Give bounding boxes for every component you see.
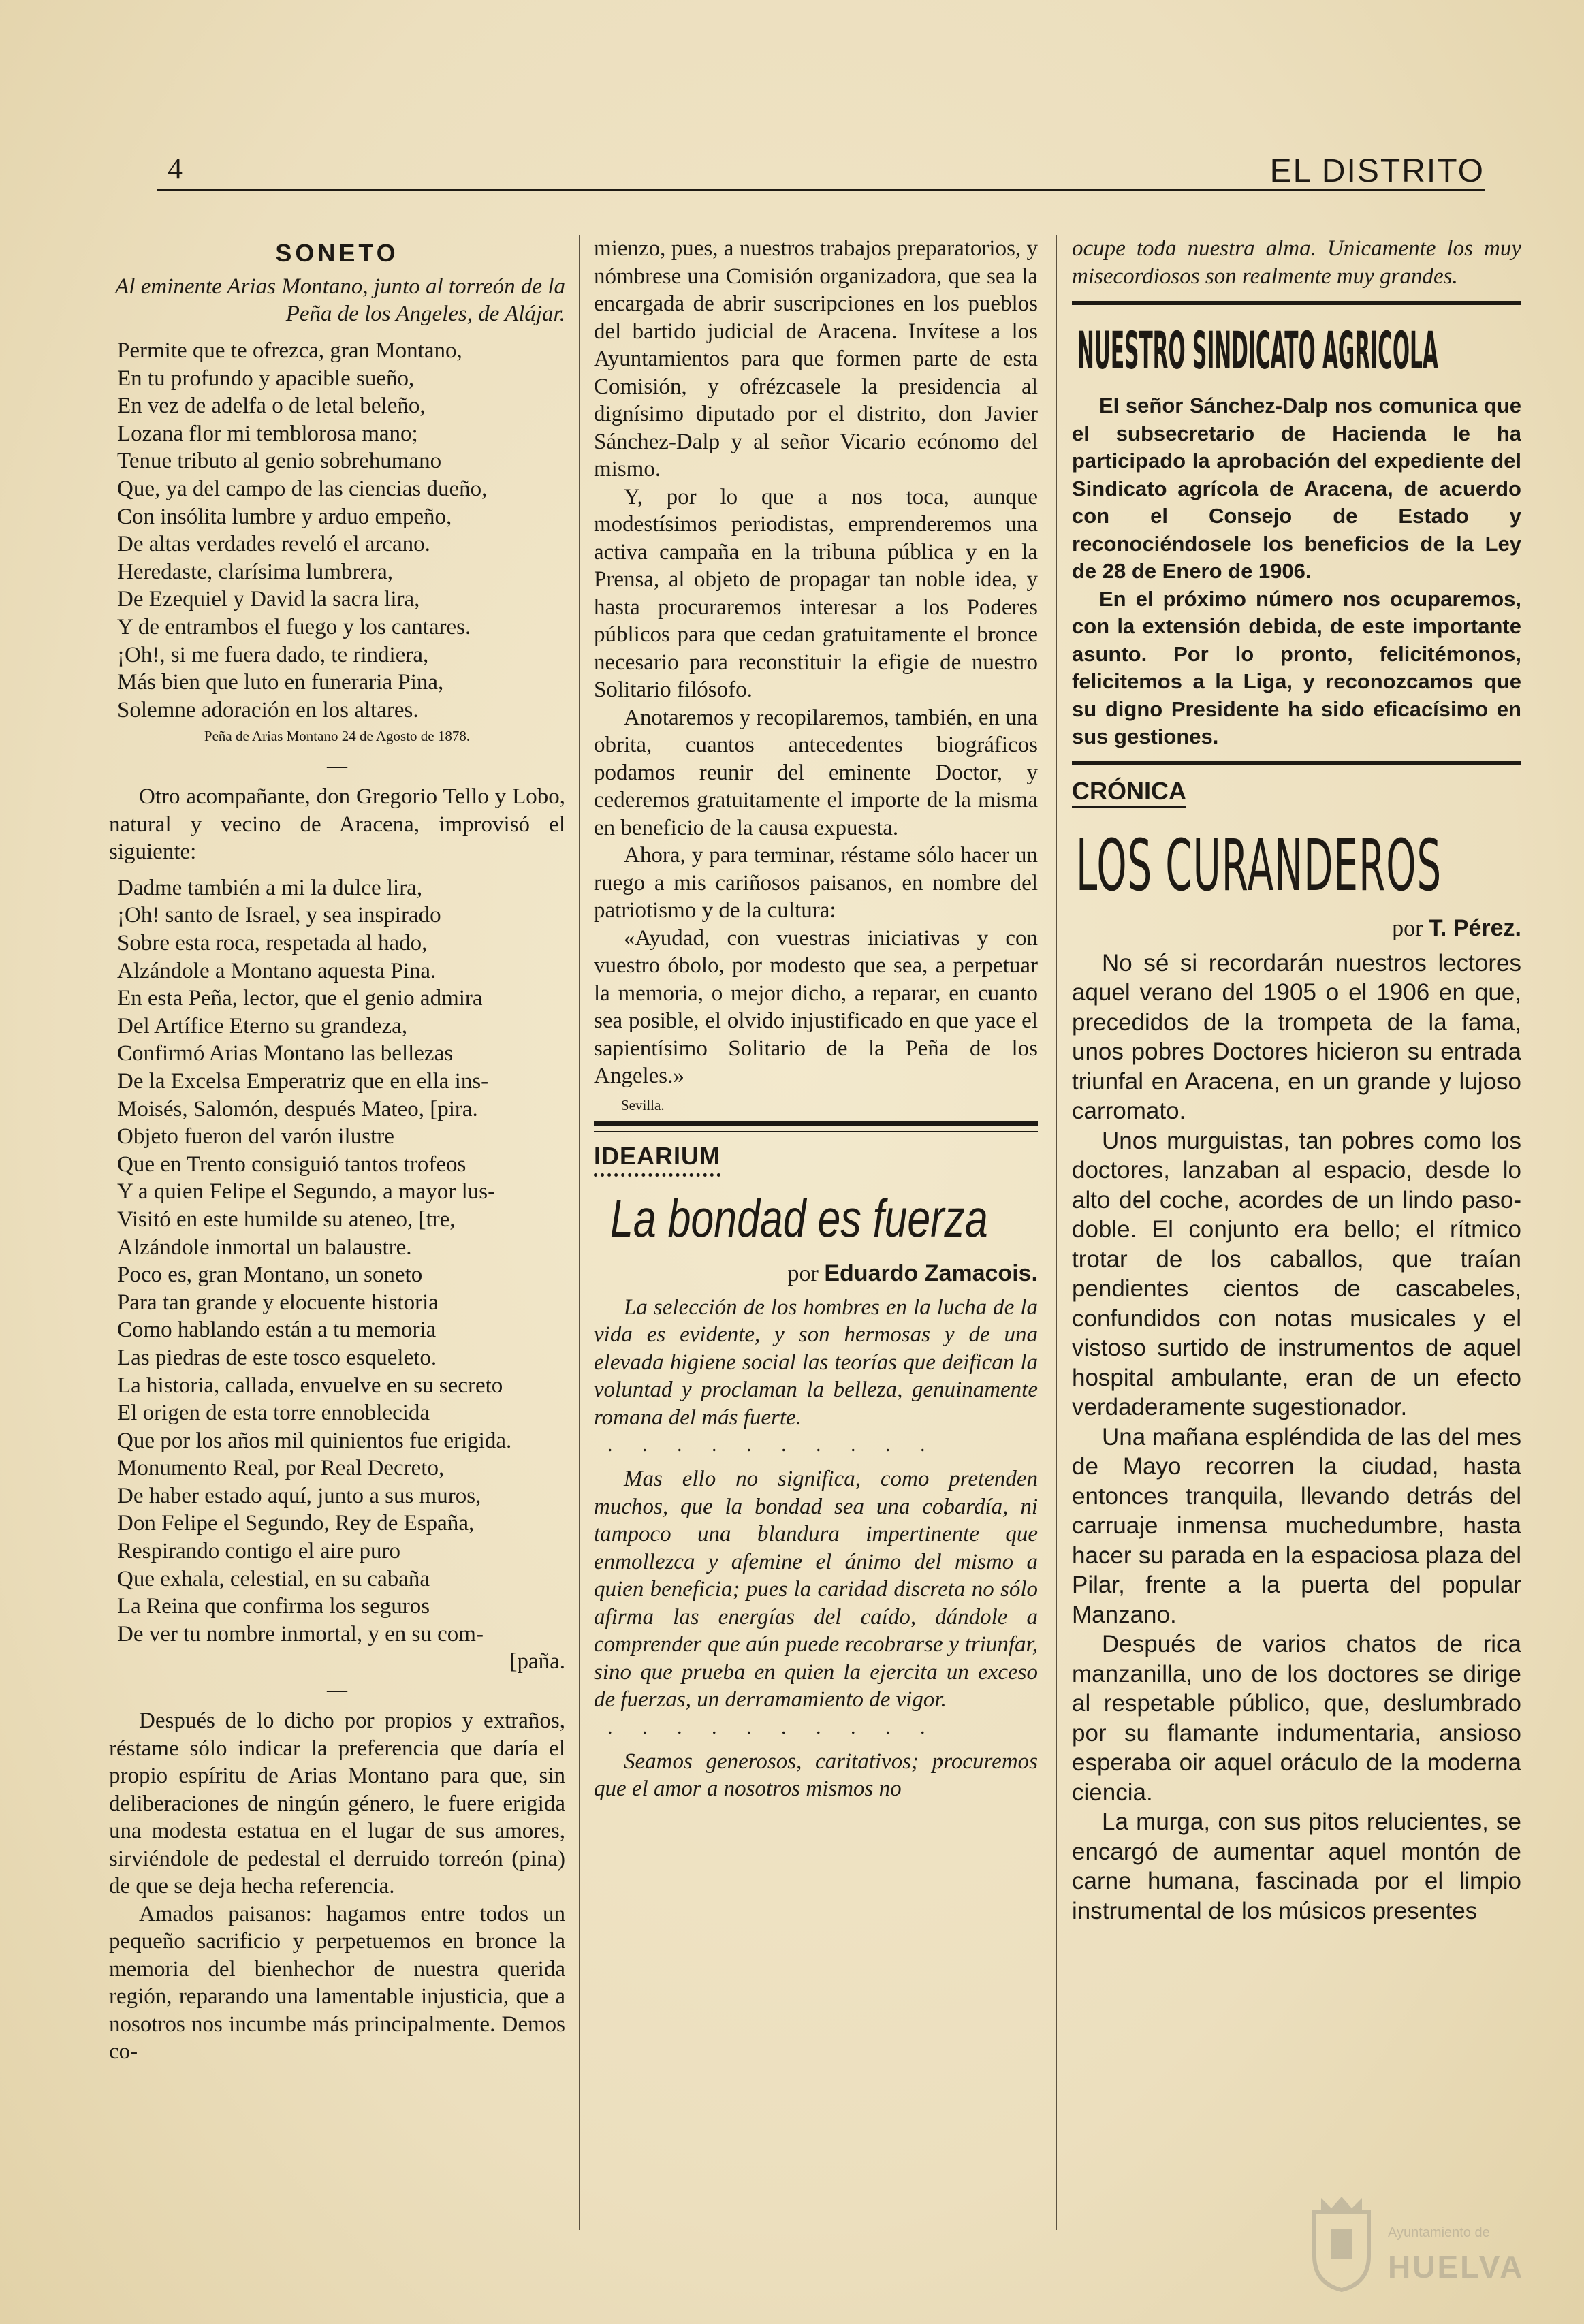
- verse-line: La Reina que confirma los seguros: [117, 1594, 430, 1619]
- body-paragraph: Después de lo dicho por propios y extraños, réstame sólo indicar la preferencia que daría el propio espíritu de Arias Montano para que, sin deliberaciones de ningún género, le fuere erigida una modesta estatua en el lugar de sus amores, sirviéndole de pedestal el derruido torreón (pina) de que se deja hecha referencia.: [109, 1708, 565, 1899]
- verse-line: Que en Trento consiguió tantos trofeos: [117, 1151, 466, 1177]
- verse-line: Que por los años mil quinientos fue erigida.: [117, 1428, 512, 1453]
- article-headline: La bondad es fuerza: [610, 1188, 988, 1248]
- verse-line: Alzándole a Montano aquesta Pina.: [117, 958, 437, 983]
- verse-line: Moisés, Salomón, después Mateo, [pira.: [117, 1096, 478, 1121]
- section-rule: [594, 1131, 1038, 1132]
- section-label-cronica: CRÓNICA: [1072, 777, 1186, 808]
- verse-line: Y de entrambos el fuego y los cantares.: [117, 614, 471, 639]
- italic-paragraph: Mas ello no significa, como pretenden muchos, que la bondad sea una cobardía, ni tampoco una blandura impertinente que enmollezca y afemine el ánimo del mismo a quien beneficia; pues la caridad discreta no sólo afirma las energías del caído, dándole a comprender que aún puede recobrarse y triunfar, sino que prueba en quien la ejercita un exceso de fuerzas, un derramamiento de vigor.: [594, 1467, 1038, 1712]
- verse-line: El origen de esta torre ennoblecida: [117, 1401, 430, 1426]
- separator: —: [327, 754, 347, 778]
- section-rule: [1072, 761, 1521, 765]
- verse-line: En esta Peña, lector, que el genio admira: [117, 986, 483, 1011]
- body-paragraph: Anotaremos y recopilaremos, también, en una obrita, cuantos antecedentes biográficos podamos reunir del eminente Doctor, y cederemos gratuitamente el importe de la misma en beneficio de la causa expuesta.: [594, 705, 1038, 840]
- verse-line: Monumento Real, por Real Decreto,: [117, 1456, 445, 1481]
- bold-paragraph: En el próximo número nos ocuparemos, con la extensión debida, de este importante asunto. Por lo pronto, felicitémonos, felicitemos a la Liga, y reconozcamos que su digno Presidente ha sido eficacísimo en sus gestiones.: [1072, 586, 1521, 748]
- verse-line: En tu profundo y apacible sueño,: [117, 366, 415, 391]
- byline-author: Eduardo Zamacois.: [824, 1260, 1038, 1286]
- verse-line: Lozana flor mi temblorosa mano;: [117, 421, 418, 446]
- verse-line: Que exhala, celestial, en su cabaña: [117, 1566, 430, 1591]
- body-paragraph: La murga, con sus pitos relucientes, se encargó de aumentar aquel montón de carne humana, fascinada por el limpio instrumental de los músicos presentes: [1072, 1809, 1521, 1924]
- section-rule: [1072, 301, 1521, 305]
- separator: —: [327, 1678, 347, 1702]
- verse-line: Objeto fueron del varón ilustre: [117, 1124, 394, 1149]
- newspaper-title: EL DISTRITO: [1269, 153, 1485, 189]
- headline-sindicato: NUESTRO SINDICATO AGRICOLA: [1077, 320, 1438, 381]
- ellipsis-separator: . . . . . . . . . .: [607, 1433, 938, 1456]
- verse-line: Con insólita lumbre y arduo empeño,: [117, 504, 452, 529]
- italic-paragraph: La selección de los hombres en la lucha de la vida es evidente, y son hermosas y de una elevada higiene social las teorías que deifican la voluntad y proclaman la belleza, genuinamente romana del más fuerte.: [594, 1294, 1038, 1430]
- page-header: [157, 151, 1485, 192]
- sonnet-place-date: Peña de Arias Montano 24 de Agosto de 1878.: [204, 728, 471, 745]
- verse-line: Que, ya del campo de las ciencias dueño,: [117, 476, 488, 501]
- body-paragraph: «Ayudad, con vuestras iniciativas y con vuestro óbolo, por modesto que sea, a perpetuar la memoria, o mejor dicho, a reparar, en cuanto sea posible, el olvido injustificado en que yace el sapientísimo Solitario de la Peña de los Angeles.»: [594, 925, 1038, 1088]
- page-number: 4: [168, 152, 183, 185]
- verse-line: Poco es, gran Montano, un soneto: [117, 1262, 423, 1288]
- verse-line: Sobre esta roca, respetada al hado,: [117, 931, 428, 955]
- article-byline: [594, 1260, 1038, 1287]
- verse-line: En vez de adelfa o de letal beleño,: [117, 394, 426, 419]
- article-headline-curanderos: LOS CURANDEROS: [1076, 823, 1442, 907]
- body-paragraph: Una mañana espléndida de las del mes de Mayo recorren la ciudad, hasta entonces tranquila, llevando detrás del carruaje inmensa muchedumbre, hasta hacer su parada en la espaciosa plaza del Pilar, frente a la puerta del popular Manzano.: [1072, 1423, 1521, 1628]
- header-rule: [157, 189, 1485, 191]
- italic-paragraph: Seamos generosos, caritativos; procuremos que el amor a nosotros mismos no: [594, 1749, 1038, 1801]
- article-byline: [1072, 915, 1521, 942]
- stamp-caption: Ayuntamiento de: [1388, 2225, 1490, 2240]
- archive-watermark: [1301, 2191, 1525, 2293]
- body-paragraph: Unos murguistas, tan pobres como los doctores, lanzaban al espacio, desde lo alto del coche, acordes de un lindo paso-doble. El conjunto era bello; el rítmico trotar de los caballos, que traían pendientes cientos de cascabeles, confundidos con notas musicales y el vistoso surtido de instrumentos de aquel hospital ambulante, eran de un efecto verdaderamente sugestionador.: [1072, 1127, 1521, 1420]
- stamp-city: HUELVA: [1388, 2249, 1525, 2285]
- verse-line: Más bien que luto en funeraria Pina,: [117, 670, 444, 695]
- section-label-idearium: IDEARIUM: [594, 1142, 720, 1177]
- verse-line: Solemne adoración en los altares.: [117, 697, 419, 722]
- verse-line: Del Artífice Eterno su grandeza,: [117, 1013, 408, 1038]
- verse-line: Las piedras de este tosco esqueleto.: [117, 1345, 437, 1370]
- verse-line: Respirando contigo el aire puro: [117, 1539, 401, 1564]
- verse-line: Y a quien Felipe el Segundo, a mayor lus-: [117, 1179, 496, 1205]
- poem-verses: [109, 874, 565, 1676]
- article-place: Sevilla.: [621, 1096, 665, 1113]
- body-paragraph: Después de varios chatos de rica manzanilla, uno de los doctores se dirige al respetable público, que, deslumbrado por su flamante indumentaria, ansioso esperaba oir aquel oráculo de la moderna ciencia.: [1072, 1631, 1521, 1806]
- sonnet-verses: [109, 337, 565, 724]
- verse-line: Permite que te ofrezca, gran Montano,: [117, 338, 462, 363]
- column-3: [1072, 235, 1521, 2237]
- byline-author: T. Pérez.: [1428, 914, 1521, 941]
- ellipsis-separator: . . . . . . . . . .: [607, 1715, 938, 1738]
- body-paragraph: Ahora, y para terminar, réstame sólo hacer un ruego a mis cariñosos paisanos, en nombre del patriotismo y de la cultura:: [594, 843, 1038, 923]
- bold-paragraph: El señor Sánchez-Dalp nos comunica que el subsecretario de Hacienda le ha participado la aprobación del expediente del Sindicato agrícola de Aracena, de acuerdo con el Consejo de Estado y reconociéndosele los beneficios de la Ley de 28 de Enero de 1906.: [1072, 394, 1521, 583]
- verse-line: ¡Oh! santo de Israel, y sea inspirado: [117, 903, 441, 928]
- column-2: [594, 235, 1038, 2237]
- body-paragraph: No sé si recordarán nuestros lectores aquel verano del 1905 o el 1906 en que, precedidos de la trompeta de la fama, unos pobres Doctores hicieron su entrada triunfal en Aracena, en un grande y lujoso carromato.: [1072, 949, 1521, 1124]
- verse-line: De haber estado aquí, junto a sus muros,: [117, 1483, 481, 1508]
- verse-line: De ver tu nombre inmortal, y en su com-: [117, 1621, 484, 1646]
- column-divider: [579, 235, 580, 2230]
- byline-prefix: por: [1392, 915, 1423, 941]
- column-divider: [1056, 235, 1057, 2230]
- verse-line: Dadme también a mi la dulce lira,: [117, 875, 423, 900]
- intro-paragraph: Otro acompañante, don Gregorio Tello y Lobo, natural y vecino de Aracena, improvisó el siguiente:: [109, 784, 565, 865]
- verse-line: Visitó en este humilde su ateneo, [tre,: [117, 1207, 456, 1232]
- verse-line: Tenue tributo al genio sobrehumano: [117, 449, 442, 474]
- verse-line: Como hablando están a tu memoria: [117, 1318, 437, 1343]
- sonnet-title: SONETO: [275, 239, 399, 267]
- verse-line: La historia, callada, envuelve en su secreto: [117, 1373, 503, 1398]
- body-paragraph: Amados paisanos: hagamos entre todos un pequeño sacrificio y perpetuemos en bronce la memoria del bienhechor de nuestra querida región, reparando una lamentable injusticia, que a nosotros nos incumbe más principalmente. Demos co-: [109, 1901, 565, 2065]
- verse-line: Confirmó Arias Montano las bellezas: [117, 1041, 454, 1066]
- verse-line: De altas verdades reveló el arcano.: [117, 532, 430, 557]
- verse-line: Don Felipe el Segundo, Rey de España,: [117, 1511, 475, 1536]
- section-rule: [594, 1121, 1038, 1126]
- body-paragraph: mienzo, pues, a nuestros trabajos preparatorios, y nómbrese una Comisión organizadora, que sea la encargada de abrir suscripciones en los pueblos del bartido judicial de Aracena. Invítese a los Ayuntamientos para que formen parte de esta Comisión, y ofrézcasele la presidencia al dignísimo diputado por el distrito, don Javier Sánchez-Dalp y al señor Vicario ecónomo del mismo.: [594, 236, 1038, 481]
- verse-line: Para tan grande y elocuente historia: [117, 1290, 439, 1315]
- verse-line: Heredaste, clarísima lumbrera,: [117, 559, 393, 584]
- body-paragraph: Y, por lo que a nos toca, aunque modestísimos periodistas, emprenderemos una activa campaña en la tribuna pública y en la Prensa, al objeto de propagar tan noble idea, y hasta procuraremos interesar a los Poderes públicos para que cedan gratuitamente el bronce necesario para reconstituir la efigie de nuestro Solitario filósofo.: [594, 484, 1038, 702]
- byline-prefix: por: [787, 1260, 819, 1286]
- verse-line: De Ezequiel y David la sacra lira,: [117, 587, 420, 612]
- verse-line: ¡Oh!, si me fuera dado, te rindiera,: [117, 642, 429, 667]
- italic-paragraph: ocupe toda nuestra alma. Unicamente los muy misecordiosos son realmente muy grandes.: [1072, 236, 1521, 289]
- verse-line: Alzándole inmortal un balaustre.: [117, 1235, 412, 1260]
- sonnet-dedication: Al eminente Arias Montano, junto al torreón de la Peña de los Angeles, de Alájar.: [115, 274, 565, 326]
- verse-line: De la Excelsa Emperatriz que en ella ins-: [117, 1068, 489, 1094]
- verse-line: [paña.: [509, 1649, 565, 1674]
- column-1: [109, 235, 565, 2237]
- city-crest-icon: [1301, 2191, 1382, 2293]
